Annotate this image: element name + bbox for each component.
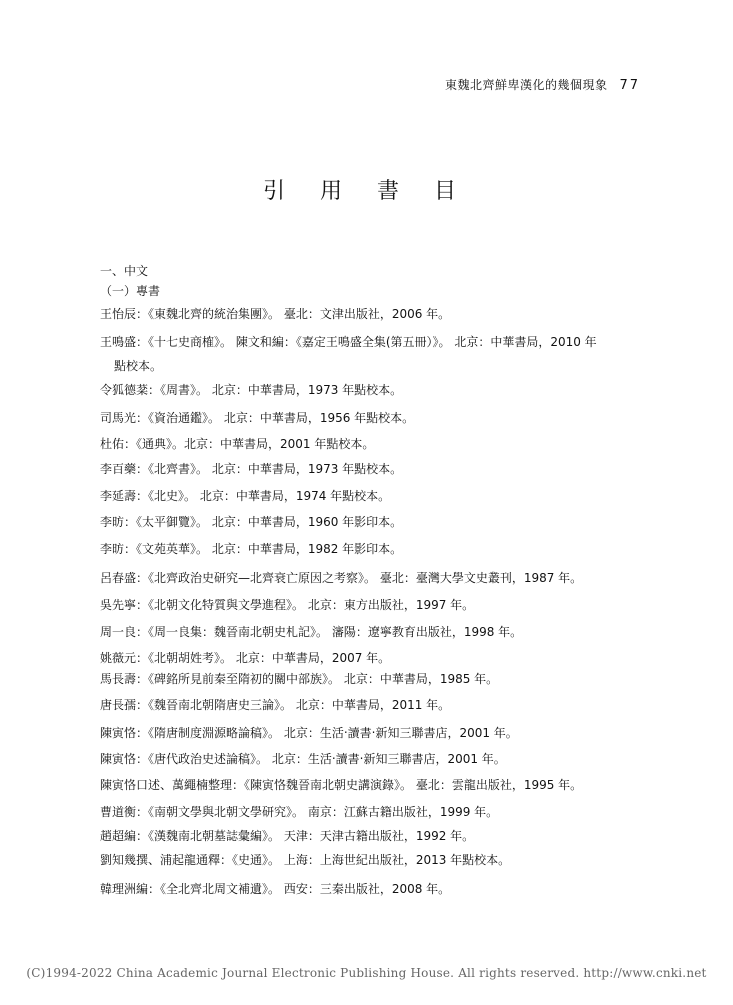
bibliography-entry [100, 432, 640, 456]
bibliography-entry [100, 693, 640, 717]
section-subheading: （一）專書 [100, 284, 161, 298]
bibliography-entry [100, 824, 640, 848]
entry-text: 呂春盛：《北齊政治史研究—北齊衰亡原因之考察》。 臺北：臺灣大學文史叢刊，1987 年。 [100, 571, 583, 585]
bibliography-entry [100, 406, 640, 430]
bibliography-entry [100, 593, 640, 617]
entry-text: 劉知幾撰、浦起龍通釋：《史通》。 上海：上海世紀出版社，2013 年點校本。 [100, 853, 511, 867]
page-number: 77 [619, 78, 640, 93]
entry-text: 趙超編：《漢魏南北朝墓誌彙編》。 天津：天津古籍出版社，1992 年。 [100, 829, 475, 843]
bibliography-entry [100, 620, 640, 644]
bibliography-entry [100, 877, 640, 901]
bibliography-entry [100, 773, 640, 797]
entry-text: 姚薇元：《北朝胡姓考》。 北京：中華書局，2007 年。 [100, 651, 391, 665]
running-header [400, 76, 640, 93]
bibliography-entry [100, 330, 640, 378]
section-heading: 一、中文 [100, 264, 149, 278]
bibliography-entry [100, 378, 640, 402]
entry-continuation: 點校本。 [114, 359, 163, 373]
bibliography-entry [100, 721, 640, 745]
entry-text: 令狐德棻：《周書》。 北京：中華書局，1973 年點校本。 [100, 383, 403, 397]
page-title: 引 用 書 目 [263, 179, 470, 204]
entry-text: 吳先寧：《北朝文化特質與文學進程》。 北京：東方出版社，1997 年。 [100, 598, 475, 612]
entry-text: 韓理洲編：《全北齊北周文補遺》。 西安：三秦出版社，2008 年。 [100, 882, 451, 896]
entry-text: 王鳴盛：《十七史商榷》。 陳文和編：《嘉定王鳴盛全集(第五冊）》。 北京：中華書局，2010 年 [100, 335, 597, 349]
entry-text: 杜佑：《通典》。北京：中華書局，2001 年點校本。 [100, 437, 375, 451]
bibliography-entry [100, 484, 640, 508]
entry-text: 曹道衡：《南朝文學與北朝文學研究》。 南京：江蘇古籍出版社，1999 年。 [100, 805, 499, 819]
entry-text: 李延壽：《北史》。 北京：中華書局，1974 年點校本。 [100, 489, 391, 503]
entry-text: 陳寅恪口述、萬繩楠整理：《陳寅恪魏晉南北朝史講演錄》。 臺北：雲龍出版社，1995 年。 [100, 778, 583, 792]
running-title: 東魏北齊鮮卑漢化的幾個現象 [444, 78, 608, 92]
entry-text: 唐長孺：《魏晉南北朝隋唐史三論》。 北京：中華書局，2011 年。 [100, 698, 451, 712]
entry-text: 王怡辰：《東魏北齊的統治集團》。 臺北：文津出版社，2006 年。 [100, 307, 451, 321]
bibliography-entry [100, 800, 640, 824]
entry-text: 馬長壽：《碑銘所見前秦至隋初的關中部族》。 北京：中華書局，1985 年。 [100, 672, 499, 686]
entry-text: 司馬光：《資治通鑑》。 北京：中華書局，1956 年點校本。 [100, 411, 415, 425]
entry-text: 周一良：《周一良集：魏晉南北朝史札記》。 瀋陽：遼寧教育出版社，1998 年。 [100, 625, 523, 639]
entry-text: 李百藥：《北齊書》。 北京：中華書局，1973 年點校本。 [100, 462, 403, 476]
bibliography-entry [100, 457, 640, 481]
bibliography-entry [100, 510, 640, 534]
bibliography-entry [100, 667, 640, 691]
bibliography-entry [100, 302, 640, 326]
bibliography-entry [100, 537, 640, 561]
entry-text: 陳寅恪：《隋唐制度淵源略論稿》。 北京：生活‧讀書‧新知三聯書店，2001 年。 [100, 726, 518, 740]
entry-text: 李昉：《太平御覽》。 北京：中華書局，1960 年影印本。 [100, 515, 403, 529]
bibliography-entry [100, 566, 640, 590]
bibliography-entry [100, 848, 640, 872]
bibliography-entry [100, 747, 640, 771]
entry-text: 李昉：《文苑英華》。 北京：中華書局，1982 年影印本。 [100, 542, 403, 556]
copyright-footer: (C)1994-2022 China Academic Journal Electronic Publishing House. All rights reserved. http://www.cnki.net [26, 966, 707, 980]
entry-text: 陳寅恪：《唐代政治史述論稿》。 北京：生活‧讀書‧新知三聯書店，2001 年。 [100, 752, 506, 766]
